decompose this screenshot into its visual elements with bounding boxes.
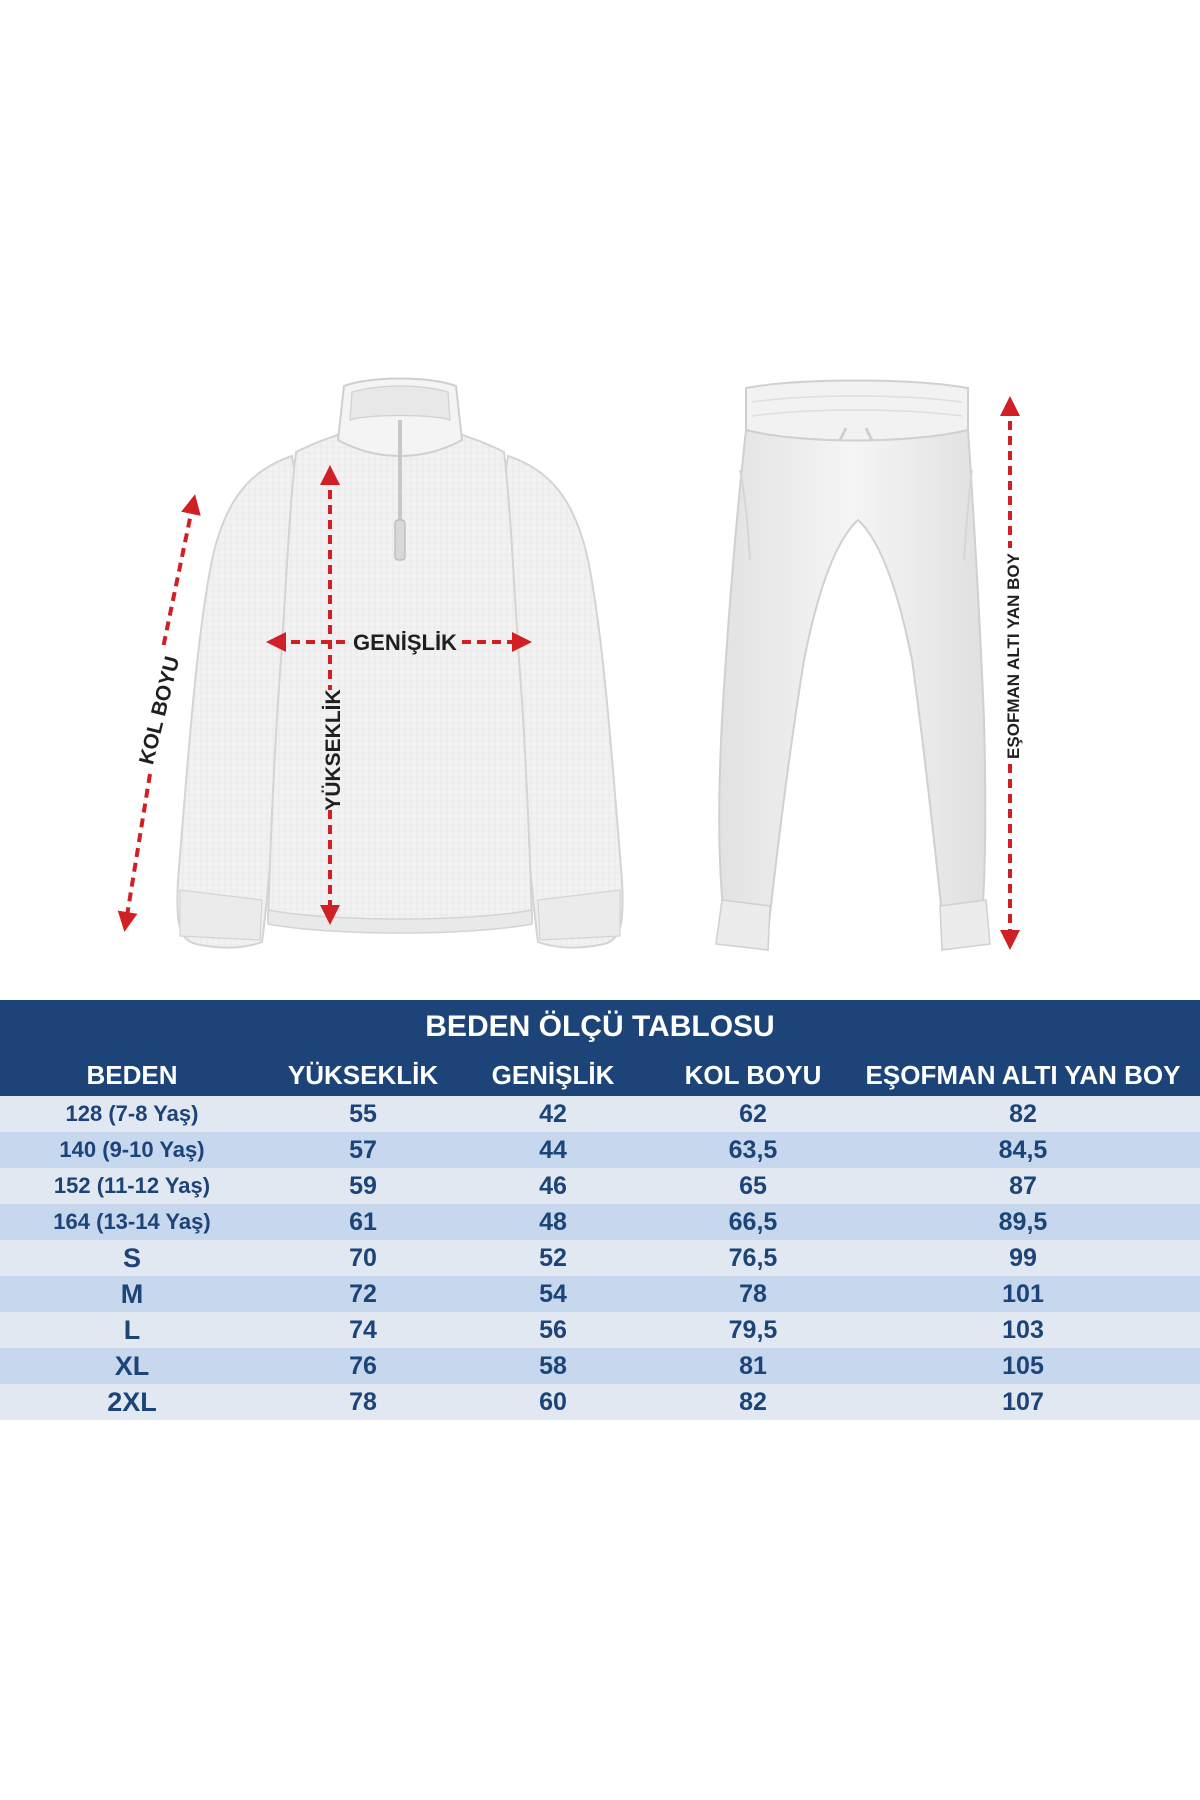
cell-height: 59 <box>349 1172 377 1200</box>
cell-pants-side: 82 <box>1009 1100 1037 1128</box>
table-row <box>0 1240 1200 1276</box>
cell-pants-side: 101 <box>1002 1280 1044 1308</box>
pants-side-label: EŞOFMAN ALTI YAN BOY <box>1004 553 1023 759</box>
cell-pants-side: 84,5 <box>998 1136 1048 1164</box>
sleeve-arrow-upper <box>163 504 193 648</box>
cell-size: 2XL <box>107 1387 157 1417</box>
cell-width: 48 <box>539 1208 567 1236</box>
header-width: GENİŞLİK <box>491 1060 615 1090</box>
cell-pants-side: 103 <box>1002 1316 1044 1344</box>
cell-size: M <box>120 1279 144 1309</box>
cell-size: 152 (11-12 Yaş) <box>53 1173 211 1198</box>
cell-pants-side: 105 <box>1002 1352 1044 1380</box>
sleeve-arrow-lower <box>126 774 150 922</box>
table-header-row <box>0 1054 1200 1096</box>
table-row <box>0 1348 1200 1384</box>
header-size: BEDEN <box>86 1060 178 1090</box>
cell-height: 72 <box>349 1280 377 1308</box>
cell-width: 46 <box>539 1172 567 1200</box>
cell-size: L <box>123 1315 141 1345</box>
cell-height: 74 <box>349 1316 377 1344</box>
cell-width: 52 <box>539 1244 567 1272</box>
cell-size: 140 (9-10 Yaş) <box>59 1137 205 1162</box>
cell-sleeve: 62 <box>739 1100 767 1128</box>
cell-width: 54 <box>539 1280 567 1308</box>
cell-width: 42 <box>539 1100 567 1128</box>
zipper-pull <box>395 520 405 560</box>
pants-drawing <box>716 381 990 951</box>
cell-height: 78 <box>349 1388 377 1416</box>
cell-sleeve: 65 <box>739 1172 767 1200</box>
height-label: YÜKSEKLİK <box>322 689 345 811</box>
sleeve-label: KOL BOYU <box>135 654 185 767</box>
cell-height: 76 <box>349 1352 377 1380</box>
cell-pants-side: 107 <box>1002 1388 1044 1416</box>
cell-sleeve: 79,5 <box>728 1316 778 1344</box>
cell-width: 56 <box>539 1316 567 1344</box>
cell-sleeve: 76,5 <box>728 1244 778 1272</box>
cell-sleeve: 63,5 <box>728 1136 778 1164</box>
cell-size: 128 (7-8 Yaş) <box>65 1101 199 1126</box>
table-row <box>0 1312 1200 1348</box>
header-height: YÜKSEKLİK <box>287 1060 439 1090</box>
sweatshirt-drawing <box>177 379 622 948</box>
cell-sleeve: 66,5 <box>728 1208 778 1236</box>
cell-size: XL <box>114 1351 150 1381</box>
cell-size: S <box>122 1243 141 1273</box>
width-label: GENİŞLİK <box>353 630 457 655</box>
table-row <box>0 1168 1200 1204</box>
cell-width: 44 <box>539 1136 567 1164</box>
table-row <box>0 1276 1200 1312</box>
cell-sleeve: 82 <box>739 1388 767 1416</box>
pants-legs <box>719 430 985 932</box>
table-title: BEDEN ÖLÇÜ TABLOSU <box>0 1000 1200 1054</box>
table-row <box>0 1204 1200 1240</box>
cell-height: 57 <box>349 1136 377 1164</box>
header-sleeve: KOL BOYU <box>684 1060 822 1090</box>
cell-size: 164 (13-14 Yaş) <box>53 1209 211 1234</box>
cell-pants-side: 87 <box>1009 1172 1037 1200</box>
table-row <box>0 1096 1200 1132</box>
cell-height: 55 <box>349 1100 377 1128</box>
size-chart-table <box>0 1000 1200 1420</box>
cell-sleeve: 81 <box>739 1352 767 1380</box>
cell-width: 58 <box>539 1352 567 1380</box>
cell-pants-side: 89,5 <box>998 1208 1048 1236</box>
table-row <box>0 1132 1200 1168</box>
cell-height: 61 <box>349 1208 377 1236</box>
cell-sleeve: 78 <box>739 1280 767 1308</box>
cell-pants-side: 99 <box>1009 1244 1037 1272</box>
cell-height: 70 <box>349 1244 377 1272</box>
table-row <box>0 1384 1200 1420</box>
header-pants-side: EŞOFMAN ALTI YAN BOY <box>865 1060 1181 1090</box>
cell-width: 60 <box>539 1388 567 1416</box>
